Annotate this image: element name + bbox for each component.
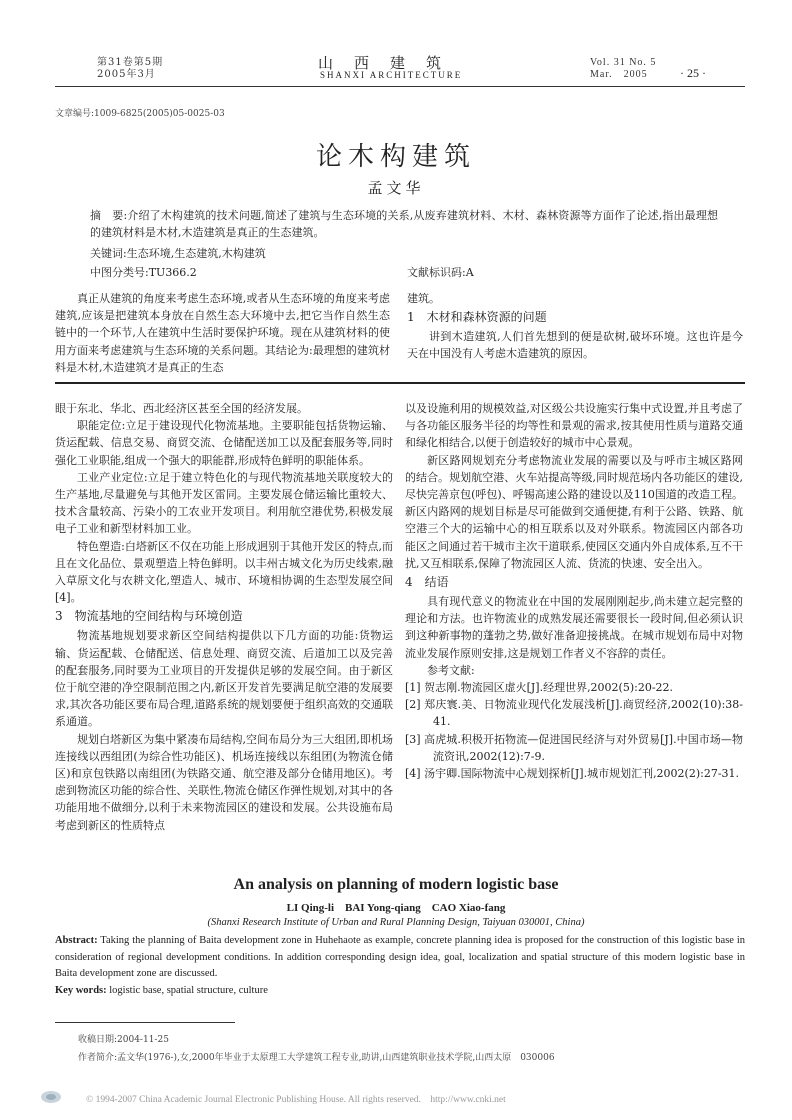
author-name: 孟文华: [367, 179, 425, 197]
volume-en: Vol. 31 No. 5: [590, 57, 657, 68]
journal-title-en: SHANXI ARCHITECTURE: [320, 70, 463, 80]
english-keywords: [55, 985, 745, 996]
abstract-cn: 摘 要:介绍了木构建筑的技术问题,简述了建筑与生态环境的关系,从废弃建筑材料、木材、森林资源等方面作了论述,指出最理想的建筑材料是木材,木造建筑是真正的生态建筑。: [90, 209, 718, 239]
reference-item: [2] 郑庆寰.美、日物流业现代化发展浅析[J].商贸经济,2002(10):38-41.: [405, 698, 743, 729]
right-p1: 以及设施利用的规模效益,对区级公共设施实行集中式设置,并且考虑了与各功能区服务半径的均等性和景观的需求,按其使用性质与道路交通和绿化相结合,以便于创造较好的城市中心景观。: [405, 402, 743, 450]
english-keywords-text: logistic base, spatial structure, culture: [109, 985, 268, 996]
article-id: 文章编号:1009-6825(2005)05-0025-03: [55, 109, 225, 119]
section-heading-1: 1 木材和森林资源的问题: [407, 310, 547, 325]
english-abstract-label: Abstract:: [55, 935, 98, 946]
document-code: 文献标识码:A: [407, 266, 474, 279]
continued-text: 建筑。: [407, 292, 440, 305]
clc-number: 中图分类号:TU366.2: [90, 266, 197, 279]
english-affiliation: (Shanxi Research Institute of Urban and Rural Planning Design, Taiyuan 030001, China): [207, 917, 585, 928]
intro-paragraph: 真正从建筑的角度来考虑生态环境,或者从生态环境的角度来考虑建筑,应该是把建筑本身放在自然生态大环境中去,把它当作自然生态链中的一个环节,人在建筑中生活时要保护环境。现在从建筑材料的使用方面来考虑建筑与生态环境的关系问题。其结论为:最理想的建筑材料是木材,木造建筑才是真正的生态: [55, 292, 390, 374]
journal-title-cn: 山 西 建 筑: [318, 54, 445, 72]
header-rule: [55, 86, 745, 87]
volume-cn: 第31卷第5期: [97, 57, 164, 68]
reference-item: [1] 贺志刚.物流园区虚火[J].经理世界,2002(5):20-22.: [405, 681, 674, 695]
cnki-logo-icon: [40, 1089, 62, 1105]
article-divider: [55, 382, 745, 384]
left-p1: 眼于东北、华北、西北经济区甚至全国的经济发展。: [55, 402, 308, 415]
copyright-footer: © 1994-2007 China Academic Journal Electronic Publishing House. All rights reserved. http://www.cnki.net: [86, 1095, 506, 1105]
reference-item: [3] 高虎城.积极开拓物流—促进国民经济与对外贸易[J].中国市场—物流资讯,2002(12):7-9.: [405, 732, 743, 763]
footnote-rule: [55, 1022, 235, 1023]
left-p3: 工业产业定位:立足于建立特色化的与现代物流基地关联度较大的生产基地,尽量避免与其他开发区雷同。主要发展仓储运输比重较大、技术含量较高、污染小的工农业开发项目。利用航空港优势,积极发展电子工业和新型材料加工业。: [55, 470, 393, 536]
right-column: [405, 400, 743, 782]
date-en: Mar. 2005: [590, 69, 648, 80]
left-p4: 特色塑造:白塔新区不仅在功能上形成迥别于其他开发区的特点,而且在文化品位、景观塑造上特色鲜明。以丰州古城文化为历史线索,融入草原文化与农耕文化,塑造人、城市、环境相协调的生态型发展空间[4]。: [55, 539, 393, 605]
section-1-paragraph: 讲到木造建筑,人们首先想到的便是砍树,破坏环境。这也许是今天在中国没有人考虑木造建筑的原因。: [407, 330, 743, 361]
english-abstract-text: Taking the planning of Baita development zone in Huhehaote as example, concrete planning idea is proposed for the construction of this logistic base in consideration of regional development conditions. In addition corresponding design idea, goal, localization and spatial structure of this modern logistic base in Baita development zone are discussed.: [55, 935, 746, 979]
left-p5: 物流基地规划要求新区空间结构提供以下几方面的功能:货物运输、货运配载、仓储配送、信息处理、商贸交流、后道加工以及完善的配套服务,同时要为工业项目的开发提供足够的发展空间。由于新区位于航空港的净空限制范围之内,新区开发首先要满足航空港的发展要求,其次各功能区要布局合理,道路系统的规划要便于组织高效的交通联系通道。: [55, 629, 393, 729]
received-date: 收稿日期:2004-11-25: [78, 1035, 169, 1045]
article-title: 论木构建筑: [315, 142, 476, 172]
right-p2: 新区路网规划充分考虑物流业发展的需要以及与呼市主城区路网的结合。规划航空港、火车站提高等级,同时规范场内各功能区的建设,尽快完善京包(呼包)、呼锡高速公路的建设以及110国道的改造工程。新区内路网的规划目标是尽可能做到交通便捷,有利于公路、铁路、航空港三个大的运输中心的相互联系以及对外联系。物流园区内部各功能区之间通过若干城市主次干道联系,使园区交通内外自成体系,互不干扰,又互相联系,保障了物流园区人流、货流的快速、安全出入。: [405, 453, 743, 570]
english-abstract: [55, 933, 745, 983]
english-authors: LI Qing-li BAI Yong-qiang CAO Xiao-fang: [286, 902, 506, 914]
section-heading-3: 3 物流基地的空间结构与环境创造: [55, 609, 243, 624]
top-right-column: [407, 290, 743, 363]
english-keywords-label: Key words:: [55, 985, 107, 996]
left-column: [55, 400, 393, 834]
left-p2: 职能定位:立足于建设现代化物流基地。主要职能包括货物运输、货运配载、信息交易、商贸交流、仓储配送加工以及配套服务等,同时强化工业职能,组成一个强大的职能群,形成特色鲜明的职能体系。: [55, 419, 393, 467]
section-heading-4: 4 结语: [405, 575, 449, 590]
left-p6: 规划白塔新区为集中紧凑布局结构,空间布局分为三大组团,即机场连接线以西组团(为综合性功能区)、机场连接线以东组团(为物流仓储区)和京包铁路以南组团(为铁路交通、航空港及部分仓储用地区)。考虑到物流区功能的综合性、关联性,物流仓储区作弹性规划,对其中的各功能用地不做细分,以利于未来物流园区的建设和发展。公共设施布局考虑到新区的性质特点: [55, 732, 393, 832]
page-number: · 25 ·: [680, 66, 706, 80]
author-bio: 作者简介:孟文华(1976-),女,2000年毕业于太原理工大学建筑工程专业,助讲,山西建筑职业技术学院,山西太原 030006: [78, 1053, 555, 1063]
reference-item: [4] 汤宇卿.国际物流中心规划探析[J].城市规划汇刊,2002(2):27-31.: [405, 767, 740, 781]
references-title: 参考文献:: [427, 663, 475, 677]
date-cn: 2005年3月: [97, 69, 156, 80]
right-p3: 具有现代意义的物流业在中国的发展刚刚起步,尚未建立起完整的理论和方法。也许物流业的成熟发展还需要很长一段时间,但必须认识到这种新事物的蓬勃之势,做好准备迎接挑战。在城市规划布局中对物流业发展作原则安排,这是规划工作者义不容辞的责任。: [405, 595, 743, 660]
english-title: An analysis on planning of modern logistic base: [233, 876, 559, 893]
keywords-cn: 关键词:生态环境,生态建筑,木构建筑: [90, 247, 266, 260]
